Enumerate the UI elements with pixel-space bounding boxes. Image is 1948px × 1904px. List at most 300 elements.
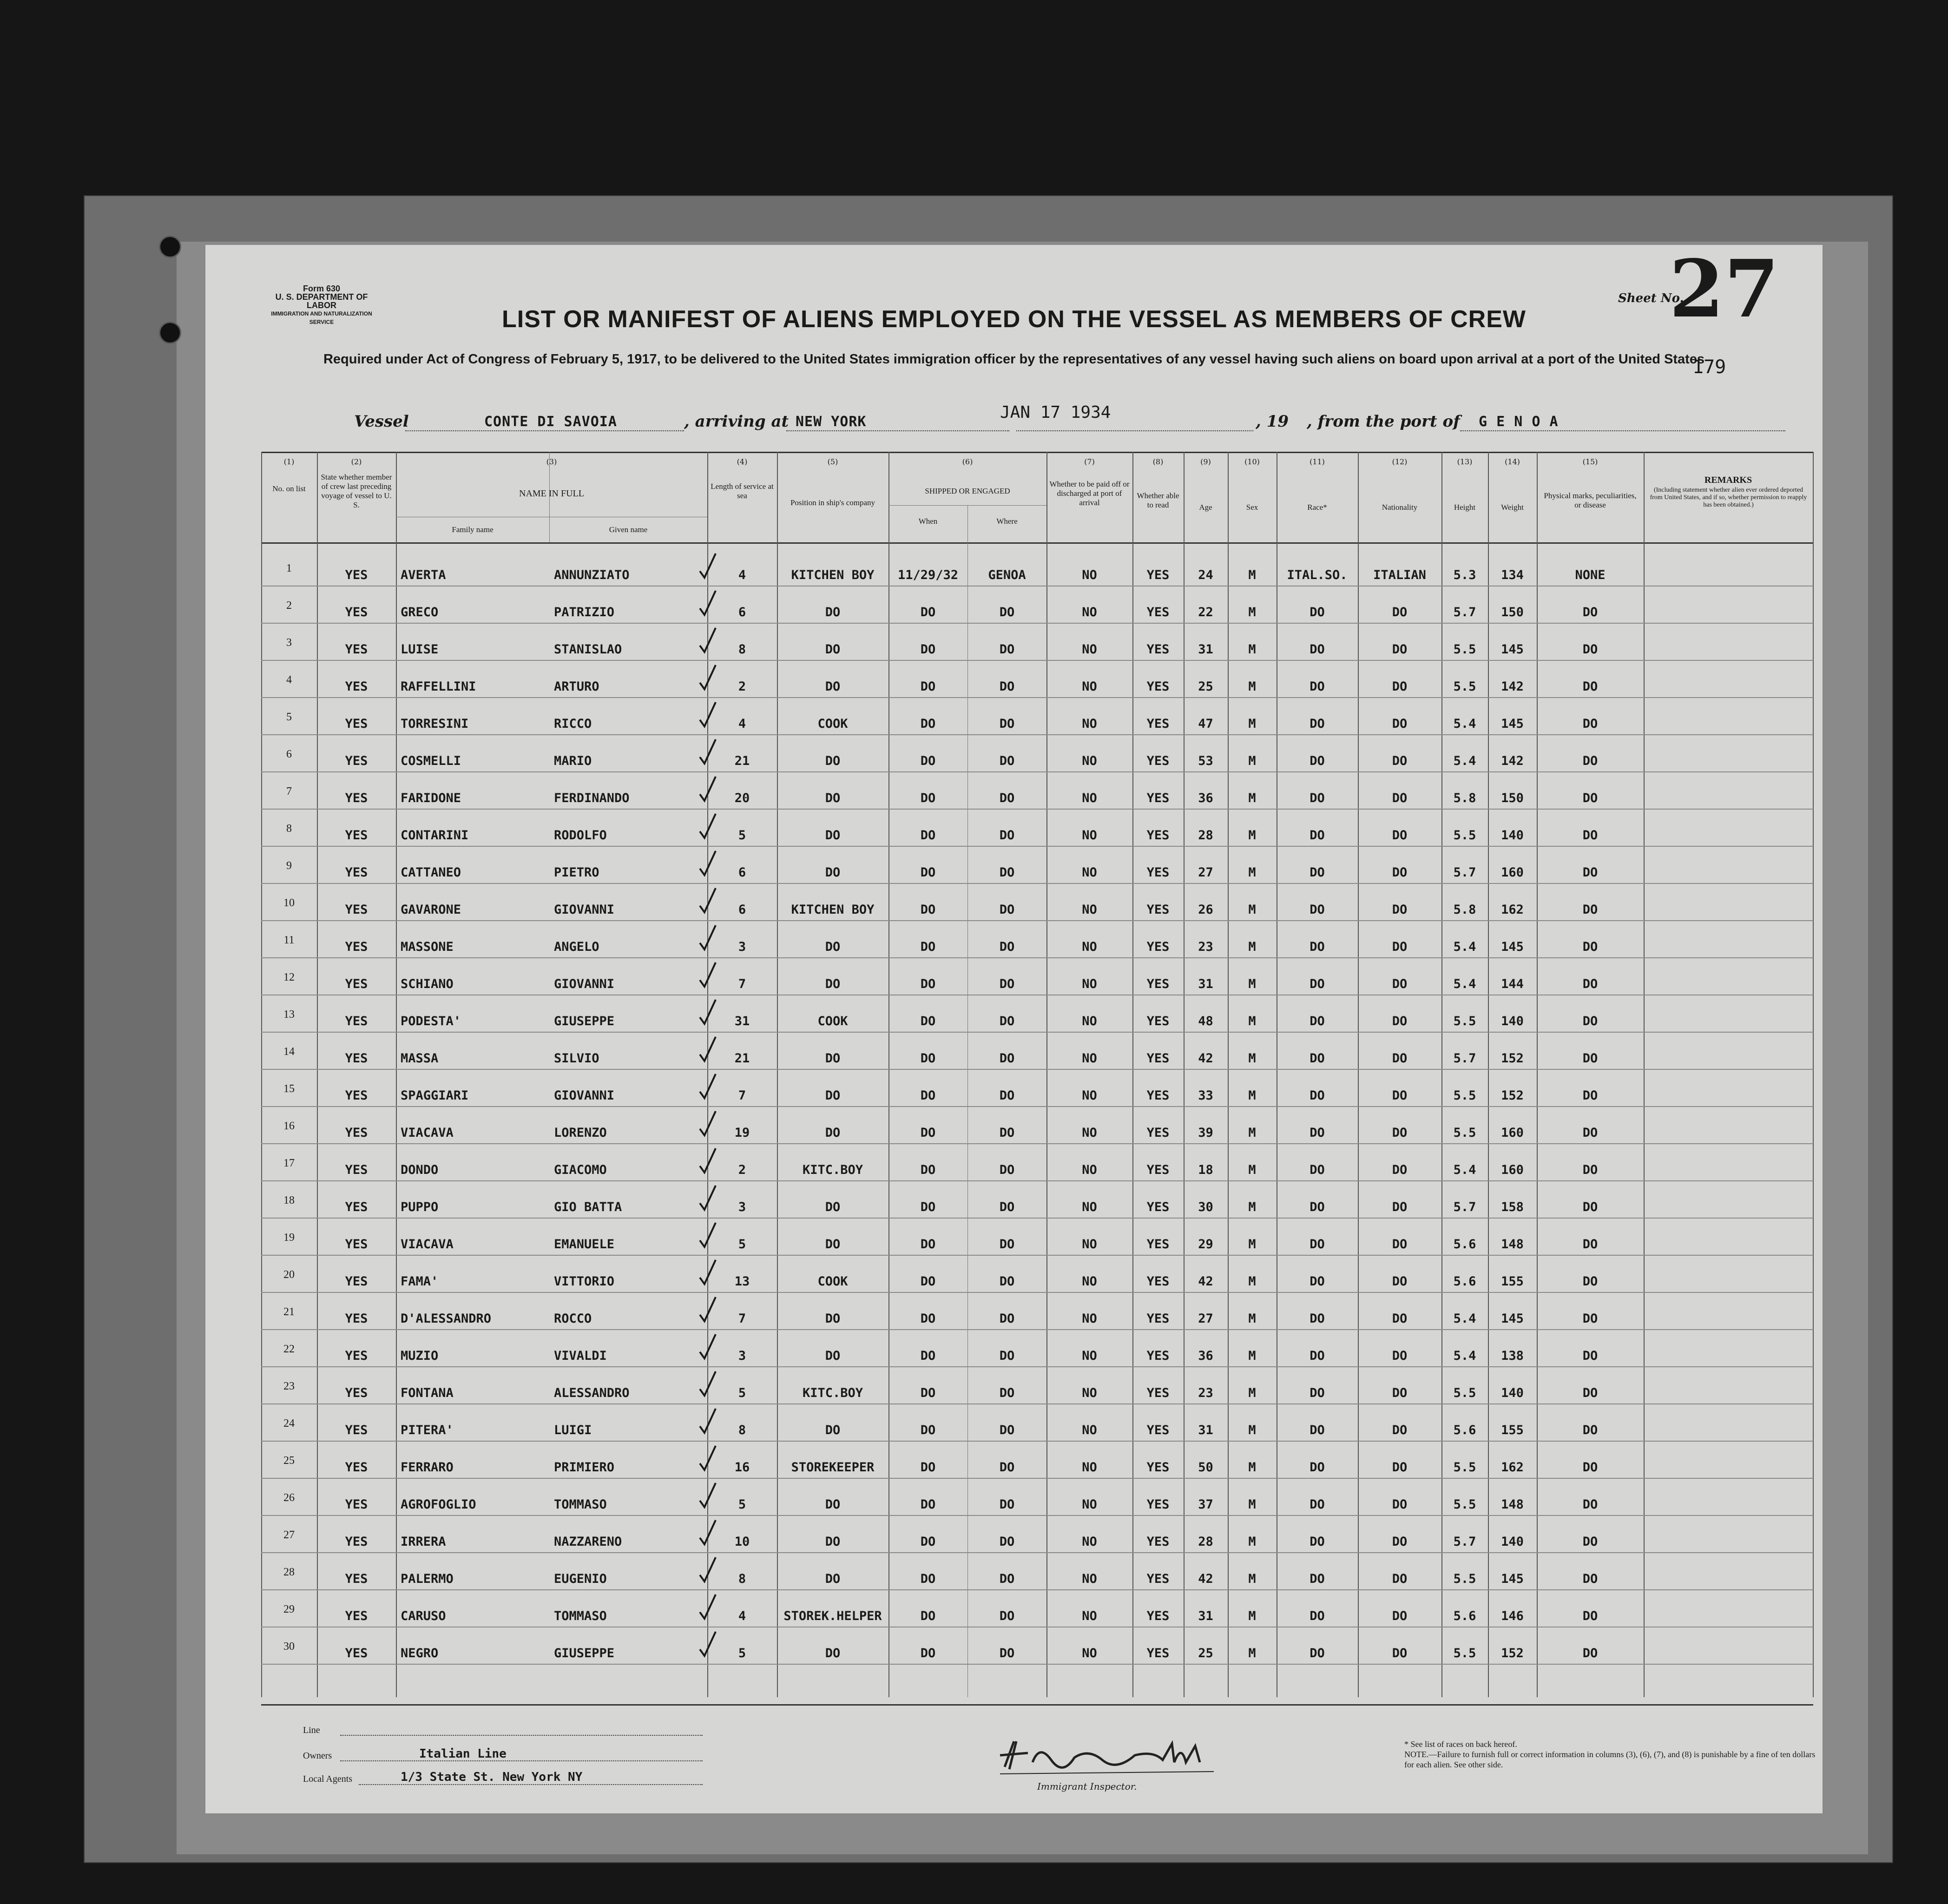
nationality-cell: DO [1392, 605, 1408, 619]
row-rule [261, 1329, 1813, 1330]
col-num-1: (1) [283, 457, 295, 466]
sex-cell: M [1248, 568, 1256, 582]
family-name-cell: VIACAVA [401, 1237, 454, 1252]
previous-voyage-cell: YES [345, 1237, 368, 1252]
physical-marks-cell: DO [1582, 1163, 1598, 1177]
nationality-cell: DO [1392, 1349, 1408, 1363]
weight-cell: 144 [1501, 977, 1524, 991]
col-header-when: When [918, 517, 938, 526]
age-cell: 23 [1198, 1386, 1213, 1400]
row-number: 4 [286, 674, 292, 686]
sex-cell: M [1248, 1126, 1256, 1140]
position-cell: STOREK.HELPER [783, 1609, 882, 1623]
position-cell: DO [825, 679, 841, 694]
weight-cell: 142 [1501, 679, 1524, 694]
age-cell: 47 [1198, 717, 1213, 731]
shipped-where-cell: DO [999, 865, 1015, 880]
given-name-cell: PIETRO [554, 865, 599, 880]
paid-off-cell: NO [1082, 679, 1097, 694]
height-cell: 5.5 [1453, 1014, 1476, 1028]
height-cell: 5.5 [1453, 642, 1476, 657]
given-name-cell: SILVIO [554, 1051, 599, 1066]
given-name-cell: PRIMIERO [554, 1460, 615, 1475]
check-mark-icon [698, 1518, 717, 1546]
shipped-where-cell: DO [999, 1088, 1015, 1103]
position-cell: DO [825, 865, 841, 880]
position-cell: DO [825, 1349, 841, 1363]
check-mark-icon [698, 812, 717, 840]
shipped-where-cell: DO [999, 1423, 1015, 1437]
shipped-when-cell: DO [920, 679, 936, 694]
col-header-given: Given name [609, 525, 648, 534]
shipped-where-cell: DO [999, 791, 1015, 805]
height-cell: 5.5 [1453, 1386, 1476, 1400]
family-name-cell: NEGRO [401, 1646, 439, 1660]
physical-marks-cell: DO [1582, 1386, 1598, 1400]
age-cell: 31 [1198, 1609, 1213, 1623]
row-number: 10 [283, 897, 295, 909]
age-cell: 31 [1198, 642, 1213, 657]
check-mark-icon [698, 886, 717, 914]
service-length-cell: 13 [734, 1274, 750, 1289]
check-mark-icon [698, 1444, 717, 1472]
sex-cell: M [1248, 642, 1256, 657]
col-header-service: Length of service at sea [711, 482, 774, 500]
able-to-read-cell: YES [1146, 642, 1170, 657]
col-header-no: No. on list [272, 484, 306, 493]
position-cell: DO [825, 1423, 841, 1437]
age-cell: 27 [1198, 1311, 1213, 1326]
col-num-5: (5) [827, 457, 838, 466]
row-rule [261, 1552, 1813, 1553]
shipped-when-cell: DO [920, 828, 936, 843]
shipped-where-cell: DO [999, 1386, 1015, 1400]
physical-marks-cell: DO [1582, 679, 1598, 694]
row-number: 14 [283, 1046, 295, 1058]
service-length-cell: 3 [738, 940, 746, 954]
weight-cell: 145 [1501, 717, 1524, 731]
previous-voyage-cell: YES [345, 679, 368, 694]
position-cell: DO [825, 754, 841, 768]
col-num-9: (9) [1200, 457, 1211, 466]
age-cell: 50 [1198, 1460, 1213, 1475]
height-cell: 5.8 [1453, 791, 1476, 805]
check-mark-icon [698, 1258, 717, 1286]
shipped-where-cell: DO [999, 1126, 1015, 1140]
row-number: 13 [283, 1008, 295, 1021]
row-number: 21 [283, 1306, 295, 1318]
sex-cell: M [1248, 1572, 1256, 1586]
col-num-15: (15) [1582, 457, 1598, 466]
given-name-cell: GIO BATTA [554, 1200, 622, 1214]
weight-cell: 148 [1501, 1237, 1524, 1252]
sex-cell: M [1248, 1088, 1256, 1103]
footer-notes [1404, 1739, 1823, 1770]
check-mark-icon [698, 663, 717, 691]
shipped-when-cell: DO [920, 1423, 936, 1437]
shipped-when-cell: DO [920, 754, 936, 768]
signature-scrawl [995, 1734, 1218, 1781]
col-num-8: (8) [1152, 457, 1164, 466]
paid-off-cell: NO [1082, 605, 1097, 619]
able-to-read-cell: YES [1146, 940, 1170, 954]
position-cell: KITCHEN BOY [791, 568, 875, 582]
given-name-cell: EMANUELE [554, 1237, 615, 1252]
given-name-cell: FERDINANDO [554, 791, 630, 805]
check-mark-icon [698, 775, 717, 803]
row-number: 23 [283, 1380, 295, 1392]
row-rule [261, 1589, 1813, 1590]
family-name-cell: SCHIANO [401, 977, 454, 991]
nationality-cell: DO [1392, 940, 1408, 954]
given-name-cell: ANGELO [554, 940, 599, 954]
age-cell: 36 [1198, 791, 1213, 805]
row-number: 30 [283, 1640, 295, 1653]
col-header-where: Where [996, 517, 1018, 526]
position-cell: DO [825, 1535, 841, 1549]
previous-voyage-cell: YES [345, 754, 368, 768]
nationality-cell: DO [1392, 1423, 1408, 1437]
race-cell: DO [1310, 1274, 1325, 1289]
shipped-where-cell: DO [999, 1497, 1015, 1512]
age-cell: 29 [1198, 1237, 1213, 1252]
age-cell: 25 [1198, 1646, 1213, 1660]
nationality-cell: DO [1392, 1051, 1408, 1066]
nationality-cell: DO [1392, 1274, 1408, 1289]
position-cell: KITC.BOY [802, 1386, 863, 1400]
manifest-subtitle: Required under Act of Congress of February 5, 1917, to be delivered to the United States immigration officer by the representatives of any vessel having such aliens on board upon arrival at a port of the United States [323, 352, 1705, 367]
paid-off-cell: NO [1082, 1349, 1097, 1363]
given-name-cell: ROCCO [554, 1311, 592, 1326]
service-length-cell: 3 [738, 1200, 746, 1214]
shipped-when-cell: DO [920, 1126, 936, 1140]
row-rule [261, 1441, 1813, 1442]
weight-cell: 145 [1501, 1311, 1524, 1326]
physical-marks-cell: DO [1582, 940, 1598, 954]
family-name-cell: CATTANEO [401, 865, 461, 880]
family-name-cell: TORRESINI [401, 717, 469, 731]
departure-port: G E N O A [1479, 414, 1559, 430]
position-cell: COOK [817, 1274, 848, 1289]
previous-voyage-cell: YES [345, 903, 368, 917]
column-rule [396, 452, 397, 1697]
sex-cell: M [1248, 1274, 1256, 1289]
check-mark-icon [698, 1221, 717, 1249]
service-length-cell: 6 [738, 903, 746, 917]
owners-label: Owners [303, 1751, 332, 1761]
shipped-where-cell: DO [999, 940, 1015, 954]
races-note: * See list of races on back hereof. [1404, 1739, 1517, 1749]
height-cell: 5.7 [1453, 605, 1476, 619]
physical-marks-cell: DO [1582, 1535, 1598, 1549]
able-to-read-cell: YES [1146, 1088, 1170, 1103]
sex-cell: M [1248, 1646, 1256, 1660]
shipped-when-cell: DO [920, 1497, 936, 1512]
previous-voyage-cell: YES [345, 828, 368, 843]
weight-cell: 150 [1501, 605, 1524, 619]
paid-off-cell: NO [1082, 1646, 1097, 1660]
age-cell: 25 [1198, 679, 1213, 694]
col-header-name: NAME IN FULL [519, 488, 584, 499]
inspector-label: Immigrant Inspector. [1037, 1781, 1137, 1792]
service-length-cell: 16 [734, 1460, 750, 1475]
row-number: 7 [286, 785, 292, 797]
physical-marks-cell: DO [1582, 1609, 1598, 1623]
paid-off-cell: NO [1082, 717, 1097, 731]
shipped-when-cell: DO [920, 1349, 936, 1363]
race-cell: DO [1310, 1497, 1325, 1512]
service-name: IMMIGRATION AND NATURALIZATION SERVICE [271, 310, 372, 325]
shipped-where-cell: DO [999, 605, 1015, 619]
family-name-cell: IRRERA [401, 1535, 446, 1549]
row-number: 22 [283, 1343, 295, 1355]
service-length-cell: 4 [738, 568, 746, 582]
shipped-when-cell: DO [920, 1460, 936, 1475]
family-name-cell: CARUSO [401, 1609, 446, 1623]
shipped-where-cell: DO [999, 828, 1015, 843]
previous-voyage-cell: YES [345, 1274, 368, 1289]
shipped-when-cell: DO [920, 1572, 936, 1586]
age-cell: 30 [1198, 1200, 1213, 1214]
nationality-cell: DO [1392, 679, 1408, 694]
height-cell: 5.5 [1453, 1460, 1476, 1475]
nationality-cell: DO [1392, 1163, 1408, 1177]
previous-voyage-cell: YES [345, 1423, 368, 1437]
paid-off-cell: NO [1082, 1163, 1097, 1177]
row-rule [261, 660, 1813, 661]
row-rule [261, 1106, 1813, 1107]
row-rule [261, 846, 1813, 847]
sex-cell: M [1248, 903, 1256, 917]
col-num-11: (11) [1310, 457, 1325, 466]
vessel-label: Vessel [354, 412, 409, 431]
shipped-where-cell: DO [999, 1237, 1015, 1252]
shipped-when-cell: DO [920, 1311, 936, 1326]
agents-underline [359, 1784, 703, 1785]
height-cell: 5.6 [1453, 1274, 1476, 1289]
row-number: 11 [283, 934, 295, 946]
height-cell: 5.4 [1453, 717, 1476, 731]
physical-marks-cell: DO [1582, 642, 1598, 657]
physical-marks-cell: DO [1582, 717, 1598, 731]
position-cell: COOK [817, 717, 848, 731]
height-cell: 5.7 [1453, 1051, 1476, 1066]
check-mark-icon [698, 1332, 717, 1360]
check-mark-icon [698, 1407, 717, 1435]
department-name: U. S. DEPARTMENT OF LABOR [275, 292, 368, 310]
age-cell: 18 [1198, 1163, 1213, 1177]
physical-marks-cell: DO [1582, 1088, 1598, 1103]
race-cell: DO [1310, 754, 1325, 768]
height-cell: 5.7 [1453, 1200, 1476, 1214]
service-length-cell: 19 [734, 1126, 750, 1140]
arrival-date-stamp: JAN 17 1934 [1000, 403, 1111, 422]
service-length-cell: 5 [738, 1237, 746, 1252]
weight-cell: 158 [1501, 1200, 1524, 1214]
shipped-when-cell: DO [920, 642, 936, 657]
given-name-cell: EUGENIO [554, 1572, 607, 1586]
age-cell: 31 [1198, 1423, 1213, 1437]
nationality-cell: DO [1392, 1200, 1408, 1214]
family-name-cell: FONTANA [401, 1386, 454, 1400]
col-header-prev-voyage: State whether member of crew last preceding voyage of vessel to U. S. [321, 473, 392, 509]
able-to-read-cell: YES [1146, 1126, 1170, 1140]
paid-off-cell: NO [1082, 1535, 1097, 1549]
race-cell: DO [1310, 903, 1325, 917]
line-label: Line [303, 1725, 320, 1735]
sex-cell: M [1248, 679, 1256, 694]
shipped-when-cell: DO [920, 1535, 936, 1549]
shipped-when-cell: DO [920, 903, 936, 917]
paid-off-cell: NO [1082, 903, 1097, 917]
col-header-height: Height [1454, 503, 1476, 512]
position-cell: DO [825, 977, 841, 991]
previous-voyage-cell: YES [345, 1088, 368, 1103]
shipped-where-cell: DO [999, 1200, 1015, 1214]
shipped-where-cell: DO [999, 1311, 1015, 1326]
previous-voyage-cell: YES [345, 1014, 368, 1028]
previous-voyage-cell: YES [345, 1200, 368, 1214]
col-header-paid-off: Whether to be paid off or discharged at port of arrival [1049, 480, 1130, 507]
check-mark-icon [698, 961, 717, 988]
position-cell: DO [825, 605, 841, 619]
col-header-age: Age [1199, 503, 1212, 512]
position-cell: DO [825, 1572, 841, 1586]
family-name-cell: DONDO [401, 1163, 439, 1177]
able-to-read-cell: YES [1146, 605, 1170, 619]
check-mark-icon [698, 1184, 717, 1212]
given-name-cell: GIOVANNI [554, 903, 615, 917]
shipped-when-cell: DO [920, 605, 936, 619]
sex-cell: M [1248, 1460, 1256, 1475]
sex-cell: M [1248, 940, 1256, 954]
col-num-12: (12) [1392, 457, 1408, 466]
weight-cell: 162 [1501, 903, 1524, 917]
vessel-name: CONTE DI SAVOIA [484, 414, 617, 430]
able-to-read-cell: YES [1146, 1311, 1170, 1326]
race-cell: DO [1310, 1349, 1325, 1363]
check-mark-icon [698, 1146, 717, 1174]
check-mark-icon [698, 923, 717, 951]
age-cell: 27 [1198, 865, 1213, 880]
column-rule [1644, 452, 1645, 1697]
height-cell: 5.7 [1453, 865, 1476, 880]
position-cell: DO [825, 1200, 841, 1214]
check-mark-icon [698, 1555, 717, 1583]
owners-underline [340, 1760, 703, 1761]
given-name-cell: GIUSEPPE [554, 1014, 615, 1028]
nationality-cell: DO [1392, 1088, 1408, 1103]
weight-cell: 140 [1501, 828, 1524, 843]
agents-label: Local Agents [303, 1774, 353, 1784]
position-cell: DO [825, 940, 841, 954]
weight-cell: 155 [1501, 1423, 1524, 1437]
height-cell: 5.6 [1453, 1609, 1476, 1623]
punch-hole [159, 322, 181, 344]
row-rule [261, 1403, 1813, 1404]
shipped-where-cell: DO [999, 1535, 1015, 1549]
able-to-read-cell: YES [1146, 977, 1170, 991]
given-name-cell: VIVALDI [554, 1349, 607, 1363]
family-name-cell: GAVARONE [401, 903, 461, 917]
shipped-when-cell: DO [920, 1274, 936, 1289]
shipped-where-cell: DO [999, 977, 1015, 991]
previous-voyage-cell: YES [345, 568, 368, 582]
race-cell: DO [1310, 1237, 1325, 1252]
sex-cell: M [1248, 717, 1256, 731]
row-number: 27 [283, 1529, 295, 1541]
previous-voyage-cell: YES [345, 940, 368, 954]
able-to-read-cell: YES [1146, 1497, 1170, 1512]
col-num-4: (4) [737, 457, 748, 466]
nationality-cell: DO [1392, 1646, 1408, 1660]
sex-cell: M [1248, 828, 1256, 843]
previous-voyage-cell: YES [345, 1126, 368, 1140]
paid-off-cell: NO [1082, 1609, 1097, 1623]
physical-marks-cell: DO [1582, 1497, 1598, 1512]
race-cell: DO [1310, 1200, 1325, 1214]
given-name-cell: ANNUNZIATO [554, 568, 630, 582]
family-name-cell: PUPPO [401, 1200, 439, 1214]
col-num-6: (6) [962, 457, 973, 466]
physical-marks-cell: DO [1582, 1349, 1598, 1363]
position-cell: DO [825, 1646, 841, 1660]
paid-off-cell: NO [1082, 1311, 1097, 1326]
height-cell: 5.4 [1453, 1163, 1476, 1177]
year-label: , 19 [1256, 412, 1289, 431]
height-cell: 5.4 [1453, 1311, 1476, 1326]
row-rule [261, 1032, 1813, 1033]
physical-marks-cell: DO [1582, 903, 1598, 917]
shipped-where-cell: DO [999, 1572, 1015, 1586]
shipped-when-cell: 11/29/32 [897, 568, 959, 582]
family-name-cell: RAFFELLINI [401, 679, 476, 694]
given-name-cell: RICCO [554, 717, 592, 731]
given-name-cell: GIACOMO [554, 1163, 607, 1177]
able-to-read-cell: YES [1146, 568, 1170, 582]
col-header-race: Race* [1307, 503, 1327, 512]
position-cell: DO [825, 1311, 841, 1326]
nationality-cell: DO [1392, 903, 1408, 917]
col-header-physical: Physical marks, peculiarities, or disease [1544, 491, 1637, 509]
paid-off-cell: NO [1082, 865, 1097, 880]
weight-cell: 152 [1501, 1051, 1524, 1066]
row-rule [261, 1292, 1813, 1293]
row-rule [261, 1478, 1813, 1479]
family-name-cell: CONTARINI [401, 828, 469, 843]
col-header-position: Position in ship's company [790, 498, 875, 507]
height-cell: 5.5 [1453, 1646, 1476, 1660]
given-name-cell: GIUSEPPE [554, 1646, 615, 1660]
check-mark-icon [698, 589, 717, 617]
able-to-read-cell: YES [1146, 1572, 1170, 1586]
race-cell: DO [1310, 1163, 1325, 1177]
position-cell: DO [825, 791, 841, 805]
physical-marks-cell: DO [1582, 1237, 1598, 1252]
nationality-cell: DO [1392, 717, 1408, 731]
sex-cell: M [1248, 605, 1256, 619]
sex-cell: M [1248, 1497, 1256, 1512]
shipped-when-cell: DO [920, 1609, 936, 1623]
position-cell: STOREKEEPER [791, 1460, 875, 1475]
weight-cell: 160 [1501, 1163, 1524, 1177]
check-mark-icon [698, 1035, 717, 1063]
check-mark-icon [698, 738, 717, 765]
physical-marks-cell: DO [1582, 1646, 1598, 1660]
inspector-signature [995, 1734, 1218, 1781]
age-cell: 36 [1198, 1349, 1213, 1363]
service-length-cell: 5 [738, 828, 746, 843]
